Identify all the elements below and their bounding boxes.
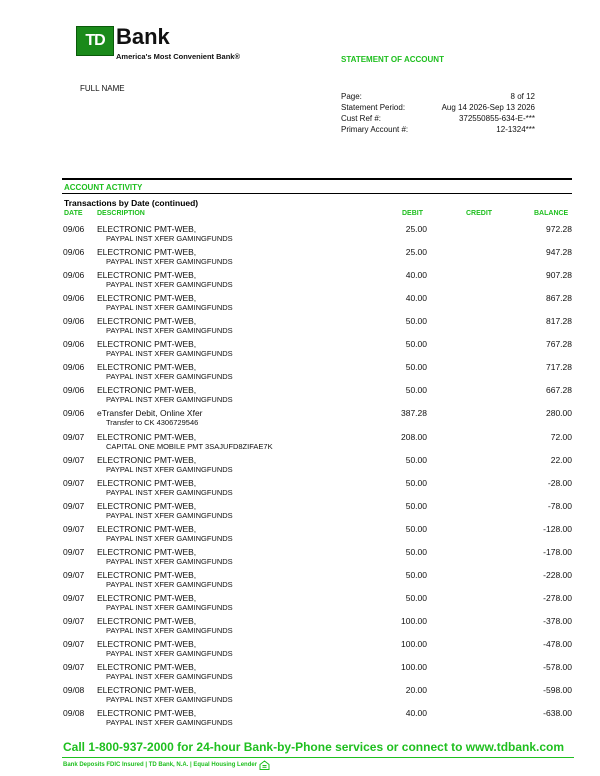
transaction-balance: 947.28 (546, 247, 572, 258)
brand-name: Bank (116, 24, 170, 49)
info-primary-account (341, 124, 535, 135)
transaction-date: 09/07 (63, 638, 85, 649)
transaction-description: ELECTRONIC PMT-WEB, (97, 431, 197, 442)
transaction-date: 09/07 (63, 500, 85, 511)
statement-title: STATEMENT OF ACCOUNT (341, 55, 444, 64)
transaction-description: ELECTRONIC PMT-WEB, (97, 592, 197, 603)
transaction-row (0, 639, 600, 662)
transaction-description: ELECTRONIC PMT-WEB, (97, 638, 197, 649)
transaction-date: 09/08 (63, 708, 85, 718)
transaction-row (0, 570, 600, 593)
transaction-row (0, 708, 600, 731)
transaction-date: 09/06 (63, 247, 85, 258)
transaction-description-detail: PAYPAL INST XFER GAMINGFUNDS (106, 718, 233, 727)
transaction-balance: -178.00 (543, 546, 572, 557)
transaction-description: ELECTRONIC PMT-WEB, (97, 708, 197, 718)
brand-tagline: America's Most Convenient Bank® (116, 52, 241, 61)
info-value: 12-1324*** (496, 125, 535, 134)
transaction-debit: 50.00 (405, 477, 427, 488)
transaction-balance: 667.28 (546, 385, 572, 396)
transaction-description-detail: PAYPAL INST XFER GAMINGFUNDS (106, 372, 233, 382)
info-label: Page: (341, 92, 362, 101)
transaction-balance: 907.28 (546, 270, 572, 281)
transaction-date: 09/07 (63, 615, 85, 626)
transaction-debit: 50.00 (405, 546, 427, 557)
transaction-description-detail: PAYPAL INST XFER GAMINGFUNDS (106, 672, 233, 681)
section-divider-top (62, 178, 572, 180)
transaction-description-detail: PAYPAL INST XFER GAMINGFUNDS (106, 257, 233, 267)
transaction-date: 09/06 (63, 385, 85, 396)
transaction-debit: 50.00 (405, 316, 427, 327)
info-value: Aug 14 2026-Sep 13 2026 (441, 103, 535, 112)
transaction-debit: 50.00 (405, 500, 427, 511)
transaction-debit: 25.00 (405, 224, 427, 234)
transaction-debit: 100.00 (401, 638, 427, 649)
transaction-row (0, 270, 600, 293)
col-header-date: DATE (64, 210, 83, 217)
transaction-description: ELECTRONIC PMT-WEB, (97, 224, 197, 234)
transaction-description-detail: PAYPAL INST XFER GAMINGFUNDS (106, 464, 233, 474)
transaction-row (0, 547, 600, 570)
transaction-row (0, 478, 600, 501)
transaction-description: eTransfer Debit, Online Xfer (97, 408, 203, 419)
transaction-description: ELECTRONIC PMT-WEB, (97, 339, 197, 350)
transaction-description: ELECTRONIC PMT-WEB, (97, 454, 197, 465)
transaction-balance: 22.00 (550, 454, 572, 465)
account-activity-title: ACCOUNT ACTIVITY (64, 183, 143, 192)
transaction-description-detail: PAYPAL INST XFER GAMINGFUNDS (106, 280, 233, 290)
footer-call-text: Call 1-800-937-2000 for 24-hour Bank-by-Phone services or connect to www.tdbank.com (63, 740, 565, 754)
transaction-balance: -228.00 (543, 569, 572, 580)
transaction-debit: 20.00 (405, 685, 427, 695)
transaction-debit: 50.00 (405, 592, 427, 603)
transaction-date: 09/06 (63, 270, 85, 281)
transaction-description-detail: PAYPAL INST XFER GAMINGFUNDS (106, 556, 233, 566)
transaction-row (0, 293, 600, 316)
transaction-row (0, 385, 600, 408)
transaction-description-detail: PAYPAL INST XFER GAMINGFUNDS (106, 395, 233, 405)
transactions-subheading: Transactions by Date (continued) (64, 198, 199, 208)
transaction-description: ELECTRONIC PMT-WEB, (97, 685, 197, 695)
transaction-balance: -478.00 (543, 638, 572, 649)
transaction-debit: 50.00 (405, 569, 427, 580)
transaction-balance: 767.28 (546, 339, 572, 350)
transaction-description: ELECTRONIC PMT-WEB, (97, 293, 197, 304)
transaction-description-detail: Transfer to CK 4306729546 (106, 418, 199, 428)
transaction-description-detail: PAYPAL INST XFER GAMINGFUNDS (106, 648, 233, 658)
info-page (341, 91, 535, 102)
transaction-description: ELECTRONIC PMT-WEB, (97, 569, 197, 580)
transaction-debit: 25.00 (405, 247, 427, 258)
transaction-debit: 100.00 (401, 662, 427, 672)
transaction-row (0, 224, 600, 247)
transaction-description-detail: PAYPAL INST XFER GAMINGFUNDS (106, 234, 233, 243)
transaction-debit: 50.00 (405, 362, 427, 373)
transaction-date: 09/08 (63, 685, 85, 695)
transaction-balance: 817.28 (546, 316, 572, 327)
transaction-balance: -598.00 (543, 685, 572, 695)
td-logo (76, 26, 114, 56)
transaction-date: 09/07 (63, 523, 85, 534)
transaction-debit: 50.00 (405, 454, 427, 465)
transaction-balance: 72.00 (550, 431, 572, 442)
info-statement-period (341, 102, 535, 113)
transaction-description: ELECTRONIC PMT-WEB, (97, 615, 197, 626)
transaction-description: ELECTRONIC PMT-WEB, (97, 270, 197, 281)
transaction-row (0, 455, 600, 478)
transaction-row (0, 316, 600, 339)
transaction-row (0, 501, 600, 524)
transaction-description-detail: PAYPAL INST XFER GAMINGFUNDS (106, 533, 233, 543)
transaction-description: ELECTRONIC PMT-WEB, (97, 546, 197, 557)
transaction-date: 09/07 (63, 454, 85, 465)
transaction-row (0, 408, 600, 431)
transaction-debit: 100.00 (401, 615, 427, 626)
info-label: Primary Account #: (341, 125, 409, 134)
transaction-debit: 40.00 (405, 293, 427, 304)
col-header-description: DESCRIPTION (97, 210, 145, 217)
transaction-description-detail: PAYPAL INST XFER GAMINGFUNDS (106, 487, 233, 497)
transaction-row (0, 247, 600, 270)
transaction-balance: -638.00 (543, 708, 572, 718)
transaction-debit: 50.00 (405, 339, 427, 350)
col-header-credit: CREDIT (466, 210, 493, 217)
transaction-row (0, 432, 600, 455)
transaction-date: 09/06 (63, 408, 85, 419)
transaction-balance: 867.28 (546, 293, 572, 304)
transaction-balance: -578.00 (543, 662, 572, 672)
transaction-description-detail: PAYPAL INST XFER GAMINGFUNDS (106, 303, 233, 313)
transaction-description: ELECTRONIC PMT-WEB, (97, 477, 197, 488)
info-label: Cust Ref #: (341, 114, 382, 123)
transaction-date: 09/07 (63, 569, 85, 580)
transaction-debit: 50.00 (405, 523, 427, 534)
col-header-debit: DEBIT (402, 210, 423, 217)
transaction-row (0, 685, 600, 708)
footer-legal-text: Bank Deposits FDIC Insured | TD Bank, N.A. | Equal Housing Lender (63, 762, 258, 768)
statement-info (341, 91, 535, 135)
transaction-description-detail: PAYPAL INST XFER GAMINGFUNDS (106, 602, 233, 612)
transaction-description-detail: PAYPAL INST XFER GAMINGFUNDS (106, 326, 233, 336)
transaction-date: 09/07 (63, 477, 85, 488)
transaction-date: 09/07 (63, 662, 85, 672)
transaction-description: ELECTRONIC PMT-WEB, (97, 385, 197, 396)
transaction-balance: 972.28 (546, 224, 572, 234)
account-holder-name: FULL NAME (80, 84, 125, 93)
transaction-row (0, 362, 600, 385)
transaction-row (0, 662, 600, 685)
transaction-description: ELECTRONIC PMT-WEB, (97, 362, 197, 373)
transaction-date: 09/06 (63, 316, 85, 327)
transaction-debit: 50.00 (405, 385, 427, 396)
transaction-row (0, 524, 600, 547)
transaction-row (0, 339, 600, 362)
transaction-description: ELECTRONIC PMT-WEB, (97, 662, 197, 672)
info-value: 8 of 12 (510, 92, 535, 101)
transaction-description-detail: CAPITAL ONE MOBILE PMT 3SAJUFD8ZIFAE7K (106, 441, 273, 451)
transaction-description-detail: PAYPAL INST XFER GAMINGFUNDS (106, 579, 233, 589)
transaction-date: 09/06 (63, 362, 85, 373)
transaction-date: 09/07 (63, 546, 85, 557)
transaction-debit: 387.28 (401, 408, 427, 419)
transaction-debit: 208.00 (401, 431, 427, 442)
transaction-description-detail: PAYPAL INST XFER GAMINGFUNDS (106, 695, 233, 704)
footer-divider (62, 757, 574, 758)
transaction-description: ELECTRONIC PMT-WEB, (97, 316, 197, 327)
info-label: Statement Period: (341, 103, 406, 112)
equal-housing-icon (259, 760, 270, 770)
transaction-row (0, 593, 600, 616)
transaction-description: ELECTRONIC PMT-WEB, (97, 523, 197, 534)
transaction-description-detail: PAYPAL INST XFER GAMINGFUNDS (106, 349, 233, 359)
transaction-balance: 280.00 (546, 408, 572, 419)
transaction-balance: -278.00 (543, 592, 572, 603)
transaction-balance: -128.00 (543, 523, 572, 534)
transaction-date: 09/06 (63, 339, 85, 350)
transaction-debit: 40.00 (405, 270, 427, 281)
transaction-description: ELECTRONIC PMT-WEB, (97, 247, 197, 258)
td-logo-text: TD (85, 32, 105, 49)
info-value: 372550855-634-E-*** (458, 114, 535, 123)
col-header-balance: BALANCE (534, 210, 569, 217)
transaction-date: 09/06 (63, 293, 85, 304)
transaction-row (0, 616, 600, 639)
transaction-date: 09/07 (63, 592, 85, 603)
transaction-balance: 717.28 (546, 362, 572, 373)
transaction-description-detail: PAYPAL INST XFER GAMINGFUNDS (106, 510, 233, 520)
transaction-debit: 40.00 (405, 708, 427, 718)
transaction-date: 09/06 (63, 224, 85, 234)
info-cust-ref (341, 113, 535, 124)
transaction-balance: -78.00 (547, 500, 572, 511)
transaction-description-detail: PAYPAL INST XFER GAMINGFUNDS (106, 625, 233, 635)
section-divider (62, 193, 572, 194)
transaction-balance: -28.00 (547, 477, 572, 488)
transaction-description: ELECTRONIC PMT-WEB, (97, 500, 197, 511)
transaction-date: 09/07 (63, 431, 85, 442)
transaction-balance: -378.00 (543, 615, 572, 626)
